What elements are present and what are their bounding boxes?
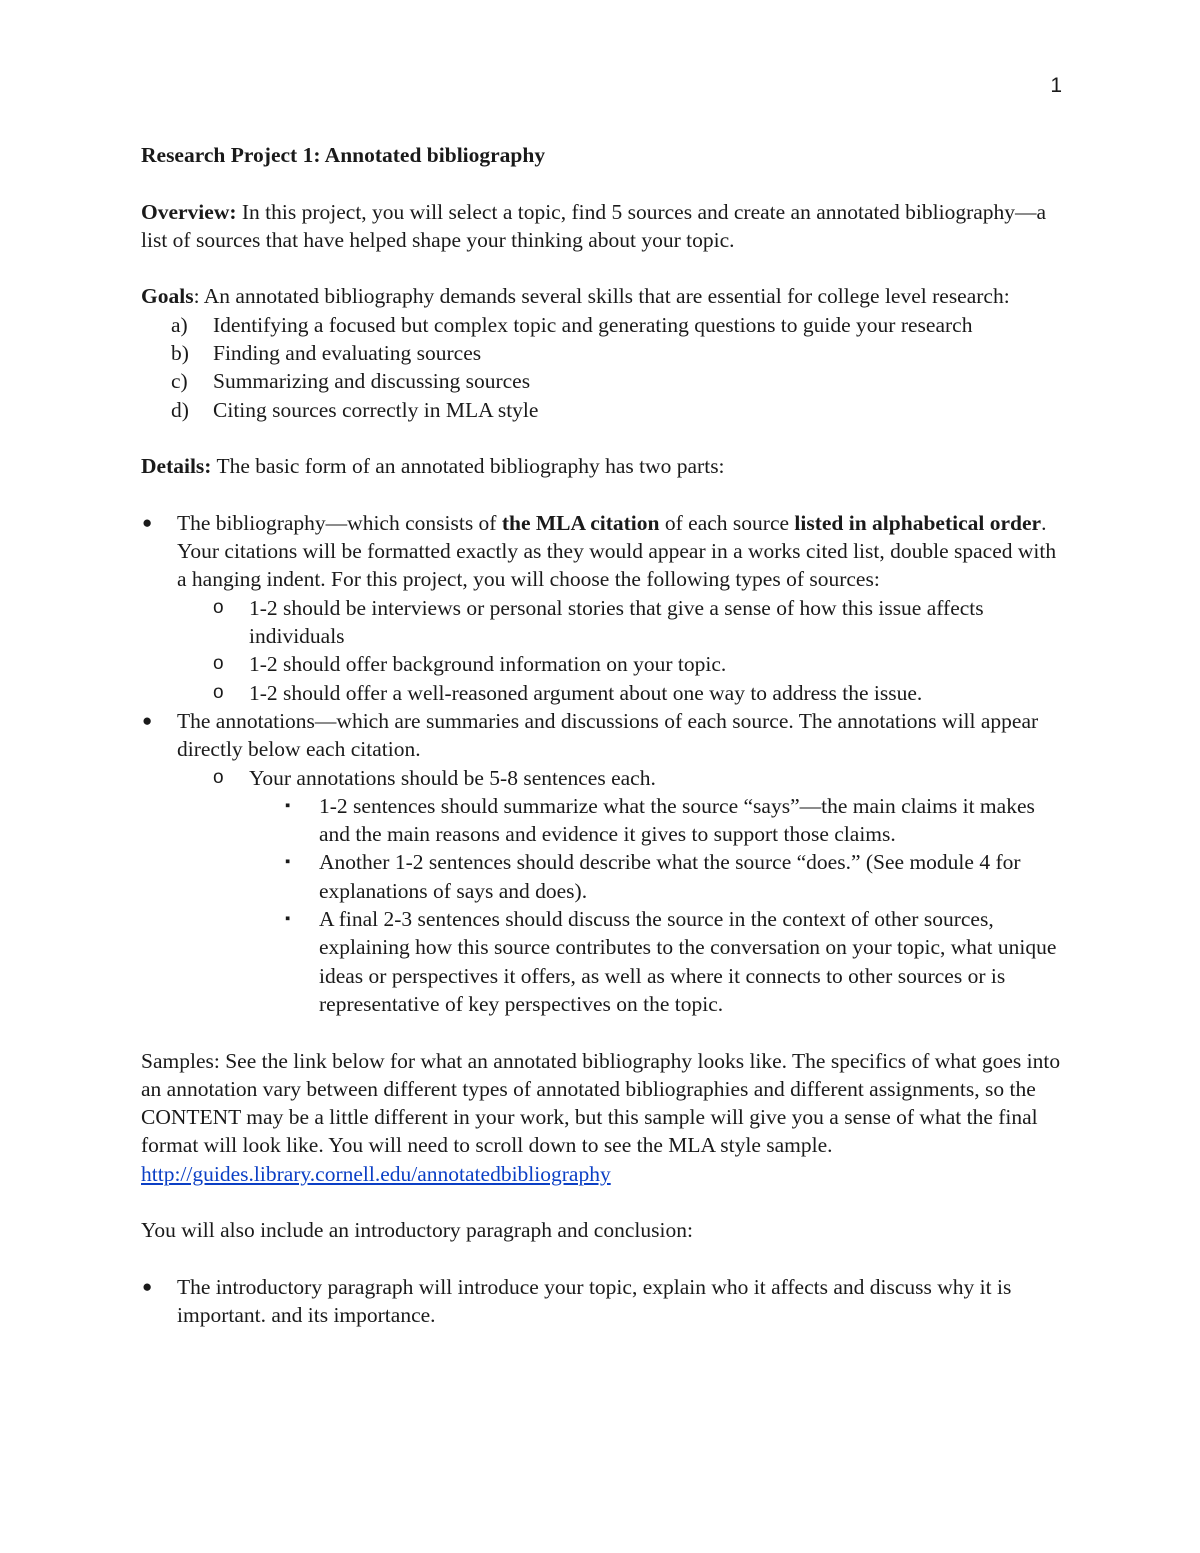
square-bullet-icon: ▪ xyxy=(285,911,291,928)
intro-list xyxy=(141,1273,1066,1330)
square-bullet-icon: ▪ xyxy=(285,797,291,814)
intro-item xyxy=(141,1273,1066,1330)
annotation-part-item xyxy=(285,905,1066,1018)
samples-text: Samples: See the link below for what an annotated bibliography looks like. The specifics of what goes into an annotation vary between different types of annotated bibliographies and different assignments, so the CONTENT may be a little different in your work, but this sample will give you a sense of what the final format will look like. You will need to scroll down to see the MLA style sample. xyxy=(141,1048,1061,1158)
goals-list xyxy=(141,311,1066,424)
page-number: 1 xyxy=(1050,74,1062,97)
source-type-text: 1-2 should be interviews or personal stories that give a sense of how this issue affects individuals xyxy=(249,595,984,649)
goal-text: Summarizing and discussing sources xyxy=(213,369,531,394)
details-list xyxy=(141,509,1066,1018)
source-type-text: 1-2 should offer background information on your topic. xyxy=(249,652,727,677)
overview-text: In this project, you will select a topic, find 5 sources and create an annotated bibliography—a list of sources that have helped shape your thinking about your topic. xyxy=(141,199,1047,252)
annotation-part-item xyxy=(285,848,1066,905)
intro-item-text: The introductory paragraph will introduce your topic, explain who it affects and discuss why it is important. and its importance. xyxy=(177,1274,1012,1328)
sample-link[interactable]: http://guides.library.cornell.edu/annotatedbibliography xyxy=(141,1161,611,1186)
annotation-part-text: Another 1-2 sentences should describe what the source “does.” (See module 4 for explanations of says and does). xyxy=(319,850,1021,903)
intro-conclusion-paragraph: You will also include an introductory paragraph and conclusion: xyxy=(141,1218,693,1243)
overview-label: Overview: xyxy=(141,199,237,224)
goal-text: Identifying a focused but complex topic and generating questions to guide your research xyxy=(213,312,973,337)
bullet-icon: ● xyxy=(142,512,153,532)
goal-marker: c) xyxy=(171,369,188,394)
annotation-length-item xyxy=(213,764,1066,1019)
bullet-icon: ● xyxy=(142,710,153,730)
details-text: The basic form of an annotated bibliography has two parts: xyxy=(211,454,725,479)
details-paragraph xyxy=(141,452,1066,480)
goal-item xyxy=(171,396,1066,424)
goal-text: Citing sources correctly in MLA style xyxy=(213,397,539,422)
annotation-part-item xyxy=(285,792,1066,849)
circle-bullet-icon: o xyxy=(213,681,224,703)
bibliography-bold-2: listed in alphabetical order xyxy=(794,510,1042,535)
details-label: Details: xyxy=(141,454,212,479)
circle-bullet-icon: o xyxy=(213,653,224,675)
square-bullet-icon: ▪ xyxy=(285,854,291,871)
goal-item xyxy=(171,367,1066,395)
goal-marker: d) xyxy=(171,397,189,422)
title-text: Research Project 1: Annotated bibliography xyxy=(141,143,546,167)
annotations-text: The annotations—which are summaries and discussions of each source. The annotations will appear directly below each citation. xyxy=(177,708,1039,762)
circle-bullet-icon: o xyxy=(213,596,224,618)
source-type-item xyxy=(213,650,1066,678)
overview-paragraph xyxy=(141,198,1066,255)
annotation-length-text: Your annotations should be 5-8 sentences each. xyxy=(249,765,656,790)
source-type-item xyxy=(213,594,1066,651)
samples-paragraph xyxy=(141,1047,1066,1188)
goal-item xyxy=(171,311,1066,339)
annotation-length-list xyxy=(177,764,1066,1019)
bibliography-text-1: The bibliography—which consists of xyxy=(177,510,502,535)
goal-item xyxy=(171,339,1066,367)
goals-label: Goals xyxy=(141,284,194,309)
source-type-text: 1-2 should offer a well-reasoned argument about one way to address the issue. xyxy=(249,680,923,705)
goal-marker: a) xyxy=(171,312,188,337)
bibliography-text-3: . Your citations will be formatted exactly as they would appear in a works cited list, double spaced with a hanging indent. For this project, you will choose the following types of sources: xyxy=(177,510,1057,592)
goal-marker: b) xyxy=(171,341,189,366)
annotation-parts-list xyxy=(249,792,1066,1018)
bibliography-text-2: of each source xyxy=(659,510,795,535)
bibliography-bold-1: the MLA citation xyxy=(501,510,660,535)
document-body xyxy=(141,141,1066,1329)
goal-text: Finding and evaluating sources xyxy=(213,341,482,366)
source-type-item xyxy=(213,679,1066,707)
annotation-part-text: A final 2-3 sentences should discuss the source in the context of other sources, explaining how this source contributes to the conversation on your topic, what unique ideas or perspectives it offers, as well as where it connects to other sources or is representative of key perspectives on the topic. xyxy=(319,907,1057,1016)
annotation-part-text: 1-2 sentences should summarize what the source “says”—the main claims it makes and the main reasons and evidence it gives to support those claims. xyxy=(319,793,1035,847)
source-types-list xyxy=(177,594,1066,707)
goals-text: : An annotated bibliography demands several skills that are essential for college level research: xyxy=(193,284,1010,309)
document-title xyxy=(141,141,1066,169)
bibliography-item xyxy=(141,509,1066,707)
circle-bullet-icon: o xyxy=(213,766,224,788)
annotations-item xyxy=(141,707,1066,1018)
bullet-icon: ● xyxy=(142,1276,153,1296)
goals-paragraph xyxy=(141,282,1066,310)
